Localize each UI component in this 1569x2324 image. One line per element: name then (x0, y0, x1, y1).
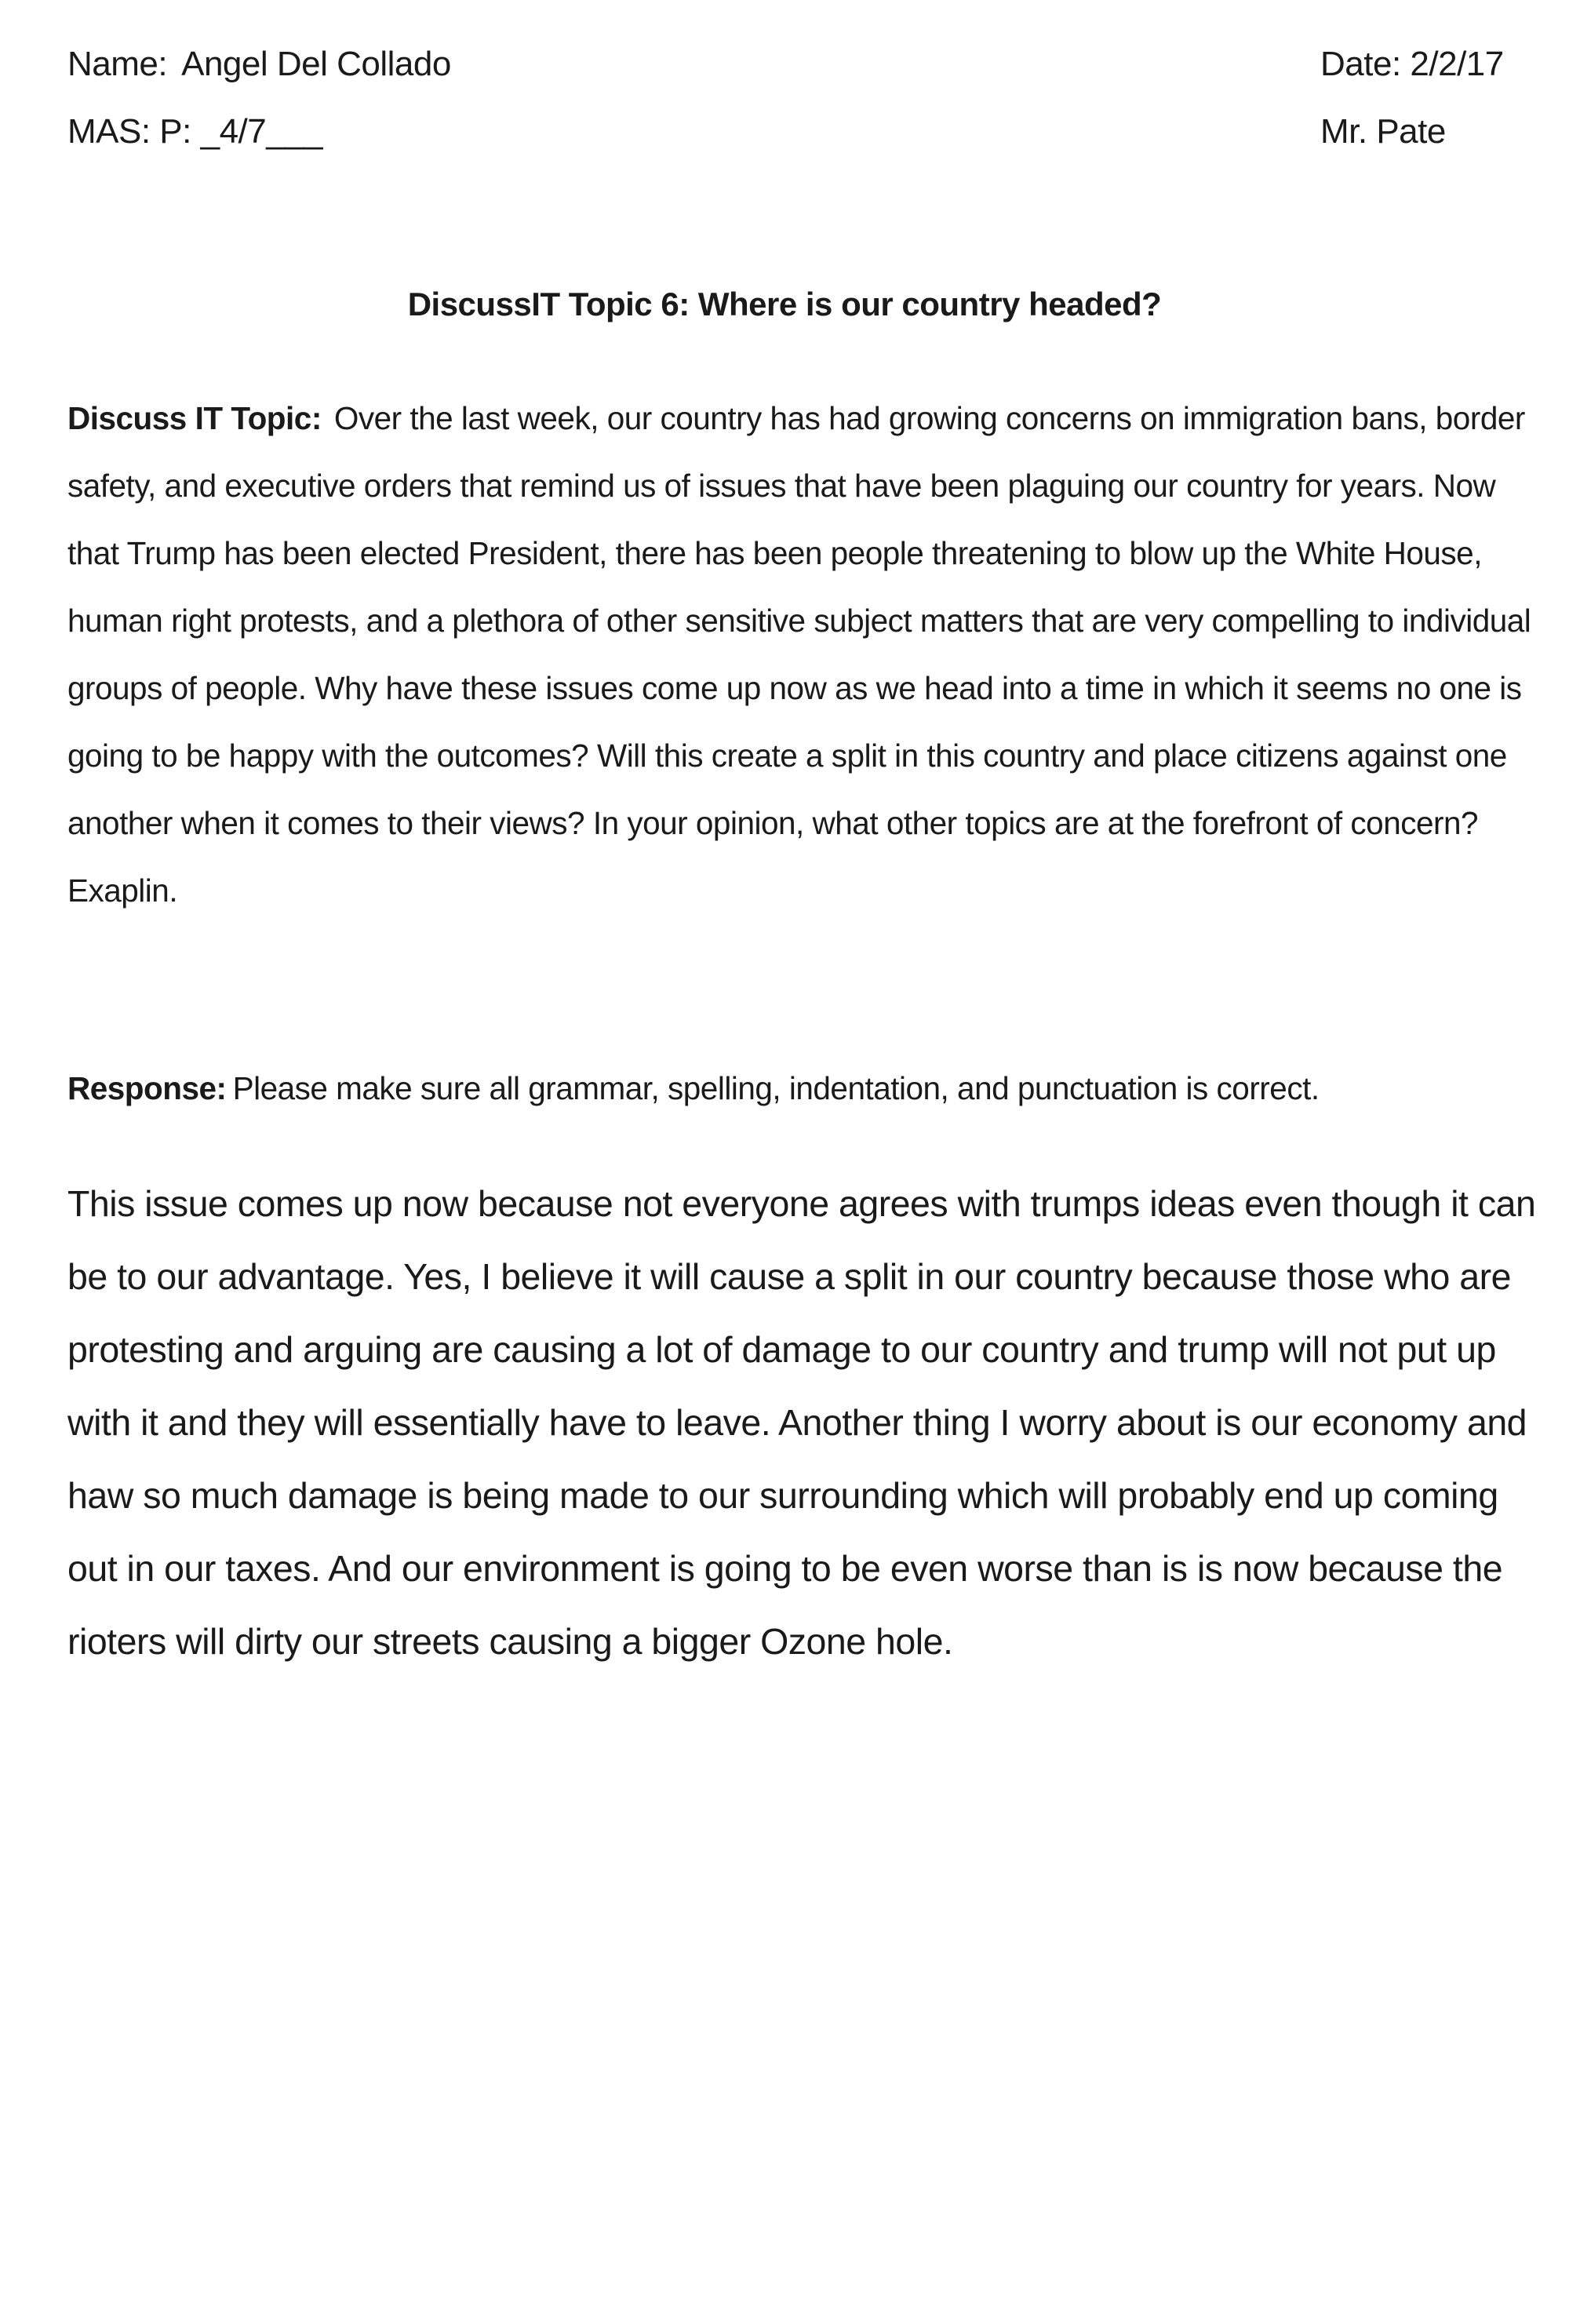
response-instructions (67, 1061, 1542, 1116)
teacher-name: Mr. Pate (1320, 112, 1446, 151)
student-name: Angel Del Collado (181, 45, 451, 83)
topic-text: Over the last week, our country has had growing concerns on immigration bans, border safety, and executive orders that remind us of issues that have been plaguing our country for years. Now that Trump has been elected President, there has been people threatening to blow up the White House, human right protests, and a plethora of other sensitive subject matters that are very compelling to individual groups of people. Why have these issues come up now as we head into a time in which it seems no one is going to be happy with the outcomes? Will this create a split in this country and place citizens against one another when it comes to their views? In your opinion, what other topics are at the forefront of concern? Exaplin. (67, 400, 1531, 909)
response-answer: This issue comes up now because not everyone agrees with trumps ideas even though it can be to our advantage. Yes, I believe it will cause a split in our country because those who are protesting and arguing are causing a lot of damage to our country and trump will not put up with it and they will essentially have to leave. Another thing I worry about is our economy and haw so much damage is being made to our surrounding which will probably end up coming out in our taxes. And our environment is going to be even worse than is is now because the rioters will dirty our streets causing a bigger Ozone hole. (67, 1183, 1536, 1662)
topic-label: Discuss IT Topic: (67, 400, 322, 436)
response-label: Response: (67, 1070, 227, 1106)
page-title: DiscussIT Topic 6: Where is our country headed? (407, 286, 1162, 322)
date-label: Date: (1320, 45, 1401, 83)
class-period-line: MAS: P: _4/7___ (67, 112, 323, 151)
date-line (1320, 41, 1504, 88)
student-name-line (67, 41, 451, 88)
response-instructions-text: Please make sure all grammar, spelling, indentation, and punctuation is correct. (232, 1070, 1320, 1106)
topic-prompt (67, 384, 1542, 924)
name-label: Name: (67, 45, 168, 83)
date-value: 2/2/17 (1410, 45, 1504, 83)
